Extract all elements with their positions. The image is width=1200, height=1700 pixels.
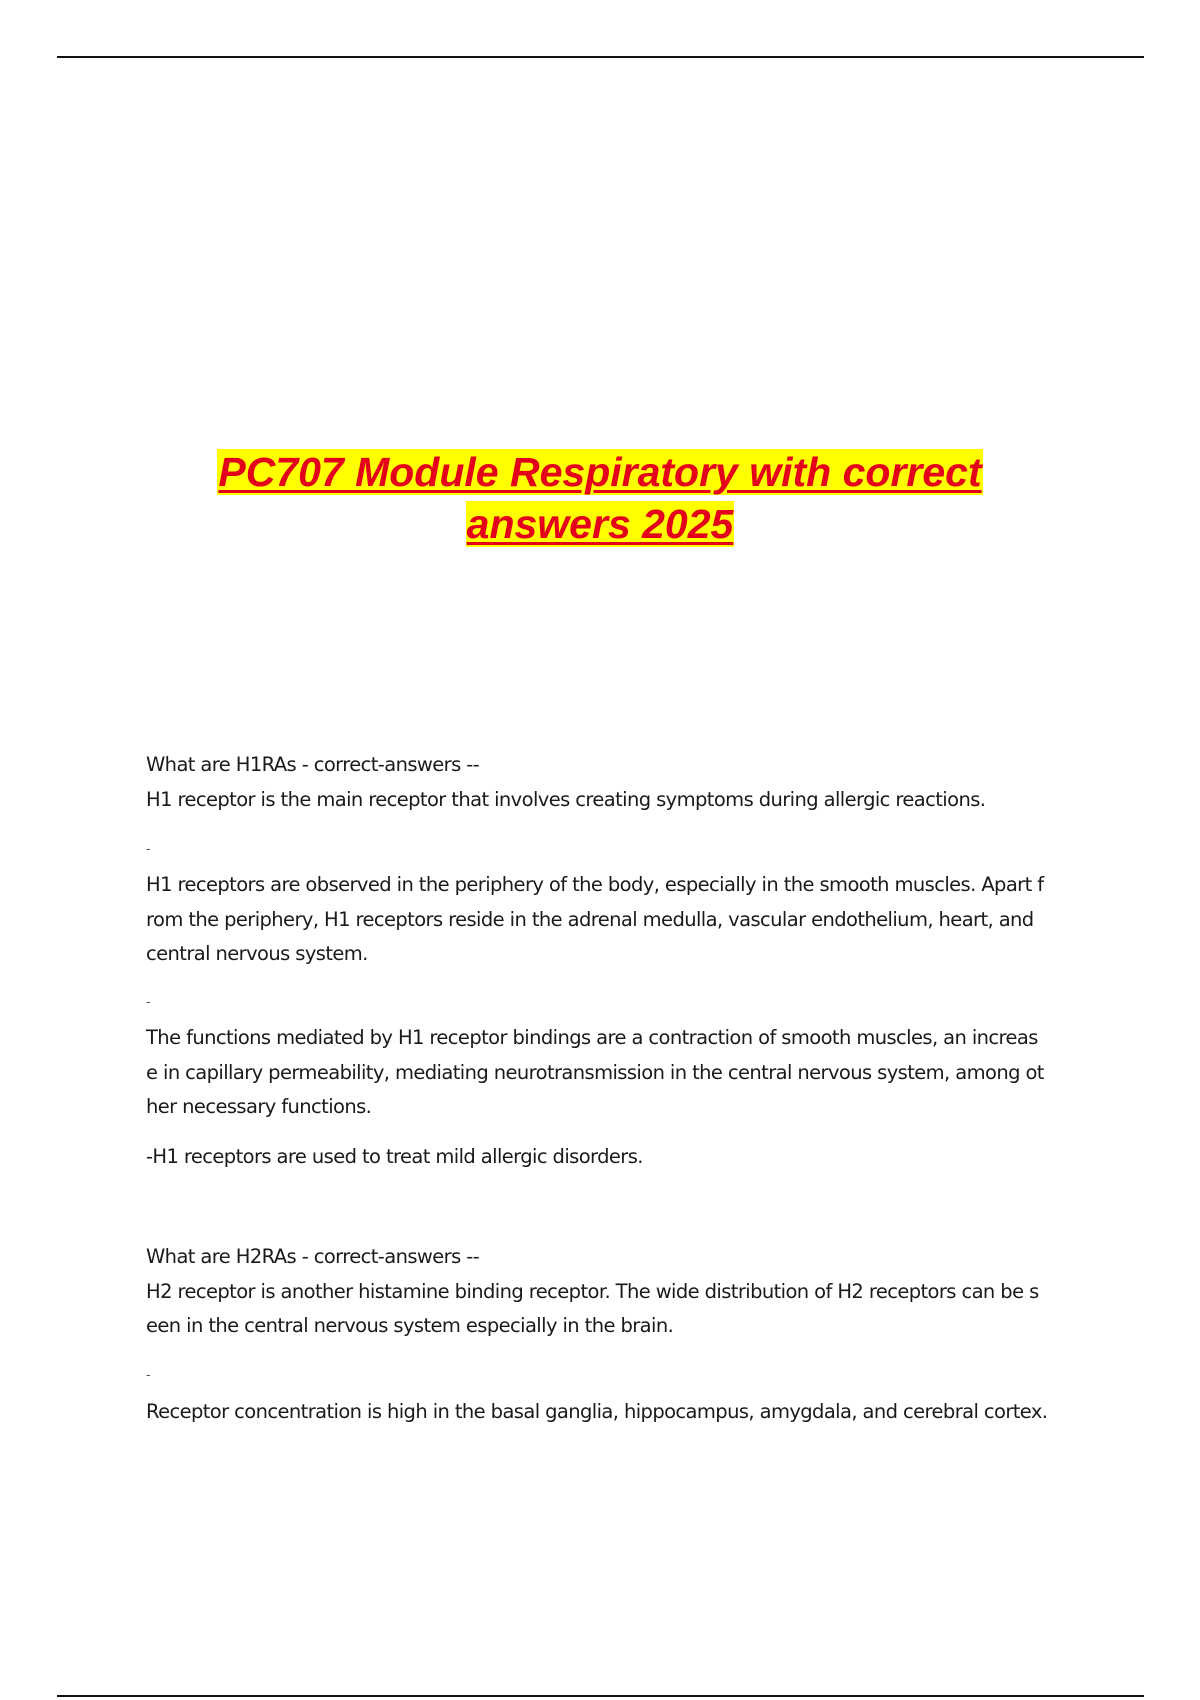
bottom-rule xyxy=(57,1695,1144,1697)
paragraph-line: central nervous system. xyxy=(146,942,368,965)
document-title xyxy=(0,446,1200,550)
paragraph-treatment xyxy=(146,1140,1086,1175)
title-line-1: PC707 Module Respiratory with correct xyxy=(218,449,982,495)
title-line-2: answers 2025 xyxy=(466,501,734,547)
separator-dash: - xyxy=(146,842,151,857)
paragraph-line: H1 receptors are observed in the periphery of the body, especially in the smooth muscles. Apart f xyxy=(146,873,1044,896)
paragraph-concentration xyxy=(146,1395,1086,1430)
paragraph-line: The functions mediated by H1 receptor bindings are a contraction of smooth muscles, an increas xyxy=(146,1026,1038,1049)
separator-dash: - xyxy=(146,995,151,1010)
section-h2ras xyxy=(146,1240,1086,1344)
paragraph-periphery xyxy=(146,868,1086,972)
separator-dash: - xyxy=(146,1368,151,1383)
paragraph-functions xyxy=(146,1021,1086,1125)
paragraph-line: rom the periphery, H1 receptors reside in the adrenal medulla, vascular endothelium, heart, and xyxy=(146,907,1034,931)
question-heading: What are H2RAs - correct-answers -- xyxy=(146,1245,480,1268)
paragraph-line: een in the central nervous system especially in the brain. xyxy=(146,1314,674,1337)
paragraph-line: her necessary functions. xyxy=(146,1095,372,1118)
paragraph-line: H2 receptor is another histamine binding receptor. The wide distribution of H2 receptors can be s xyxy=(146,1279,1039,1303)
top-rule xyxy=(57,56,1144,58)
section-h1ras xyxy=(146,748,1086,817)
paragraph-line: Receptor concentration is high in the basal ganglia, hippocampus, amygdala, and cerebral cortex. xyxy=(146,1400,1048,1423)
paragraph-line: e in capillary permeability, mediating neurotransmission in the central nervous system, among ot xyxy=(146,1060,1044,1084)
paragraph-line: -H1 receptors are used to treat mild allergic disorders. xyxy=(146,1145,643,1168)
answer-line: H1 receptor is the main receptor that involves creating symptoms during allergic reactions. xyxy=(146,787,986,811)
question-heading: What are H1RAs - correct-answers -- xyxy=(146,753,480,776)
